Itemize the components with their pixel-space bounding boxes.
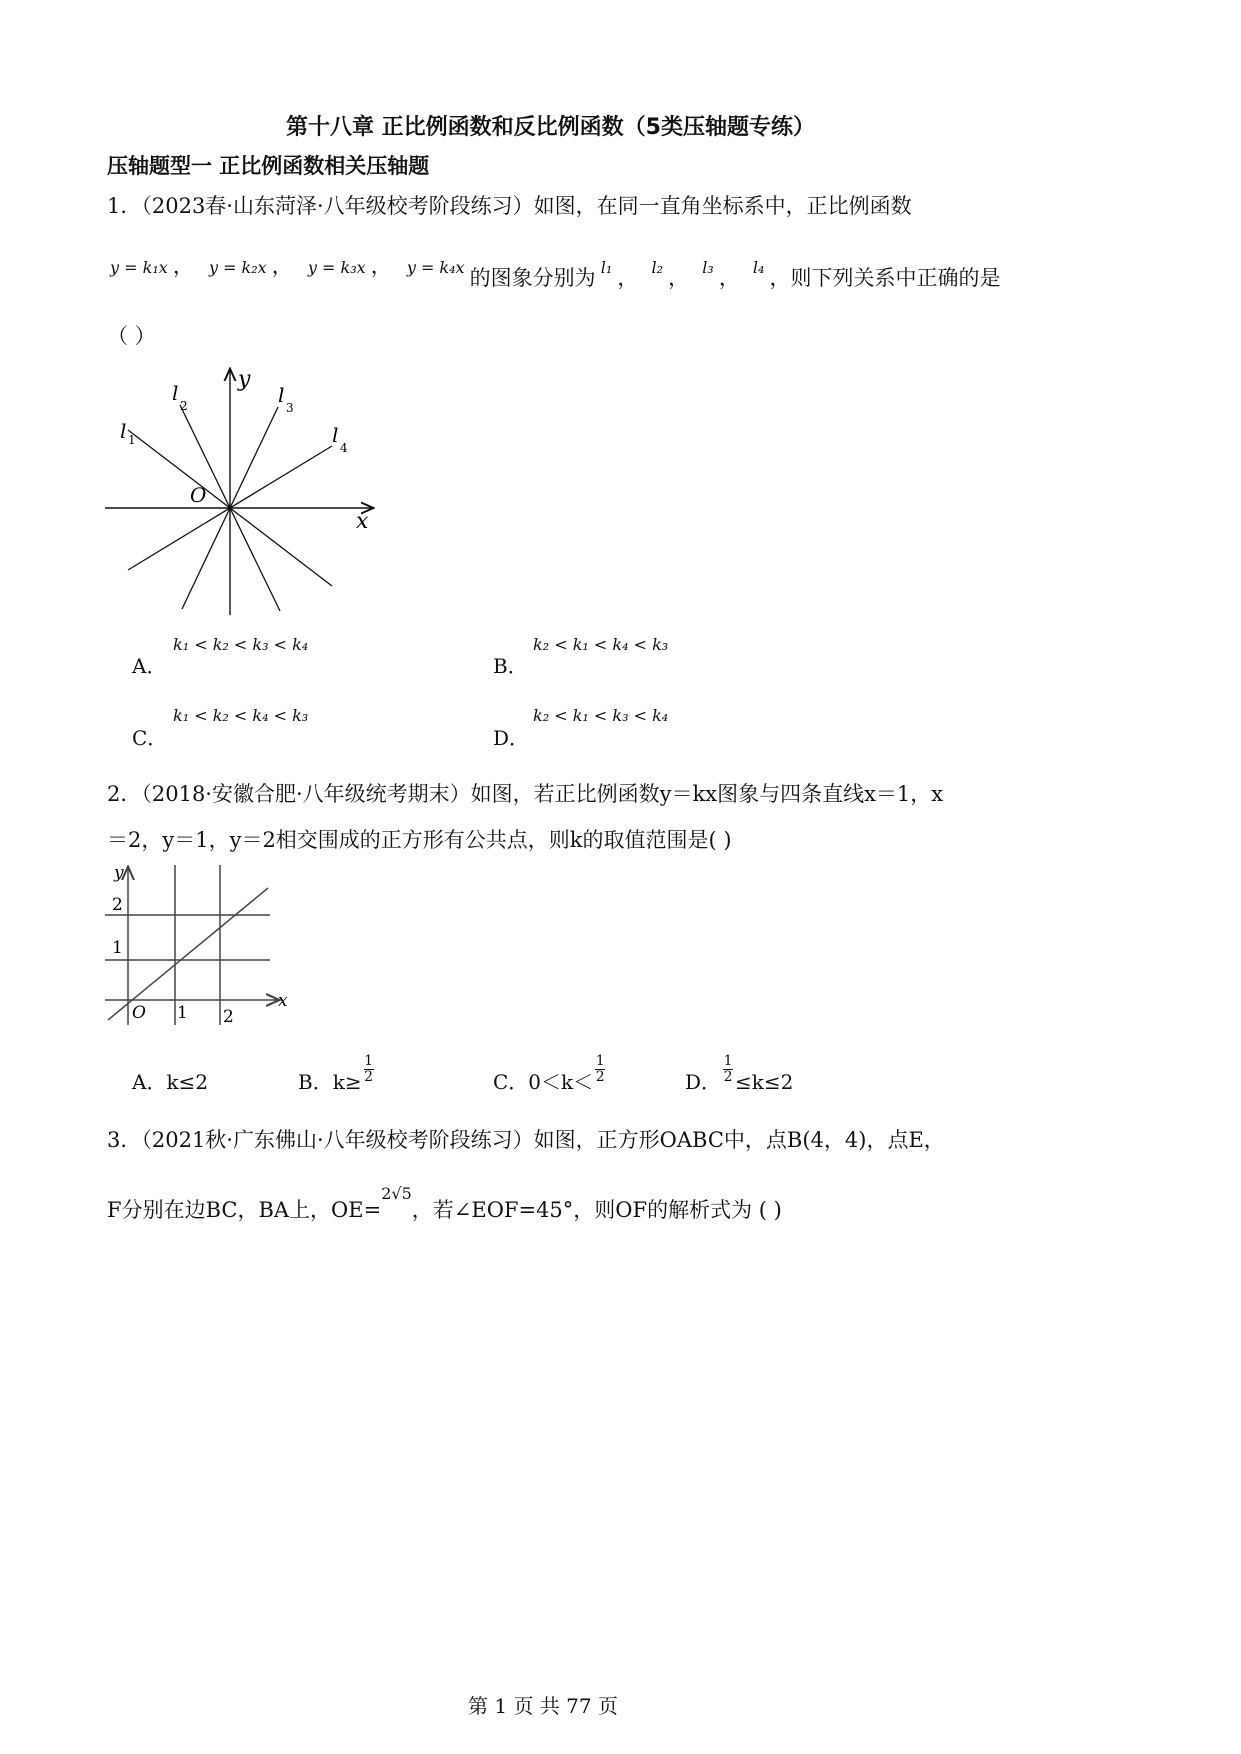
q2-option-c[interactable]: [493, 1052, 607, 1094]
q1-figure: [100, 360, 390, 620]
l1-sub: 1: [128, 433, 136, 447]
separator: ，: [172, 254, 194, 278]
frac-num: 1: [364, 1053, 374, 1069]
tick-y-1: 1: [112, 938, 123, 958]
frac-num: 1: [723, 1053, 733, 1069]
q3-line2-start: F分别在边BC，BA上，OE=: [107, 1198, 382, 1222]
frac-den: 2: [723, 1069, 733, 1085]
q3-stem-line2: [107, 1184, 782, 1224]
separator: ，: [668, 266, 690, 290]
origin-label: O: [190, 483, 207, 507]
origin-label: O: [132, 1003, 146, 1023]
fraction-one-half: [723, 1054, 733, 1085]
q2-stem-line1: 2．（2018·安徽合肥·八年级统考期末）如图，若正比例函数y＝kx图象与四条直线x＝1，x: [107, 782, 944, 806]
q1-mid-text: 的图象分别为: [469, 266, 596, 290]
q1-fn1: y = k₁x: [110, 258, 168, 277]
q2-option-d-text: ≤k≤2: [735, 1070, 794, 1094]
q2-option-a[interactable]: A．k≤2: [132, 1070, 209, 1094]
q1-option-c-text[interactable]: k₁ < k₂ < k₄ < k₃: [173, 706, 309, 725]
l1-label: l: [120, 419, 127, 443]
q1-option-d-text[interactable]: k₂ < k₁ < k₃ < k₄: [533, 706, 669, 725]
q1-option-a-label[interactable]: A．: [132, 654, 167, 678]
q2-option-b[interactable]: [298, 1052, 376, 1094]
l4-label: l: [332, 423, 339, 447]
fraction-one-half: [364, 1054, 374, 1085]
x-axis-label: x: [356, 509, 369, 534]
page-title: 第十八章 正比例函数和反比例函数（5类压轴题专练）: [286, 115, 815, 140]
l2-label: l: [172, 381, 179, 405]
separator: ，: [617, 266, 639, 290]
y-axis-label: y: [114, 863, 124, 883]
q1-l4: l₄: [752, 258, 765, 277]
page-footer: 第 1 页 共 77 页: [468, 1694, 618, 1718]
q2-figure: [100, 860, 300, 1030]
q1-l2: l₂: [651, 258, 663, 277]
q1-option-a-text[interactable]: k₁ < k₂ < k₃ < k₄: [173, 635, 309, 654]
l4-sub: 4: [340, 441, 348, 455]
l3-sub: 3: [286, 401, 294, 415]
q3-stem-line1: 3．（2021秋·广东佛山·八年级校考阶段练习）如图，正方形OABC中，点B(4，4)，点E，: [107, 1128, 945, 1152]
q1-l1: l₁: [600, 258, 613, 277]
q1-functions-row: [110, 250, 1001, 290]
l3-label: l: [278, 383, 285, 407]
frac-den: 2: [595, 1069, 605, 1085]
q1-option-b-label[interactable]: B．: [493, 654, 528, 678]
q2-option-c-text: C．0＜k＜: [493, 1070, 594, 1094]
q2-option-b-text: B．k≥: [298, 1070, 362, 1094]
q1-fn2: y = k₂x: [208, 258, 267, 277]
q1-l3: l₃: [702, 258, 714, 277]
y-axis-label: y: [238, 367, 251, 392]
q1-option-b-text[interactable]: k₂ < k₁ < k₄ < k₃: [533, 635, 669, 654]
q3-sqrt-expression: 2√5: [381, 1184, 412, 1203]
frac-den: 2: [364, 1069, 374, 1085]
q2-stem-line2: ＝2，y＝1，y＝2相交围成的正方形有公共点，则k的取值范围是( ): [107, 828, 732, 852]
q1-fn3: y = k₃x: [307, 258, 366, 277]
q1-option-c-label[interactable]: C．: [132, 726, 168, 750]
q1-option-d-label[interactable]: D．: [493, 726, 530, 750]
section-heading: 压轴题型一 正比例函数相关压轴题: [107, 154, 430, 178]
q2-option-d[interactable]: [685, 1052, 794, 1094]
separator: ，: [271, 254, 293, 278]
separator: ，: [370, 254, 392, 278]
tick-y-2: 2: [112, 895, 123, 915]
tick-x-2: 2: [223, 1007, 234, 1027]
q1-fn4: y = k₄x: [406, 258, 465, 277]
q3-line2-end: ，若∠EOF=45°，则OF的解析式为 ( ): [411, 1198, 782, 1222]
fraction-one-half: [595, 1054, 605, 1085]
l2-sub: 2: [180, 399, 188, 413]
x-axis-label: x: [278, 991, 288, 1011]
frac-num: 1: [595, 1053, 605, 1069]
q1-answer-paren: （ ）: [107, 324, 156, 348]
tick-x-1: 1: [177, 1003, 188, 1023]
q1-tail-text: ，则下列关系中正确的是: [769, 266, 1001, 290]
q2-option-d-label: D．: [685, 1070, 722, 1094]
q1-stem-line1: 1．（2023春·山东菏泽·八年级校考阶段练习）如图，在同一直角坐标系中，正比例函数: [107, 194, 912, 218]
separator: ，: [718, 266, 740, 290]
